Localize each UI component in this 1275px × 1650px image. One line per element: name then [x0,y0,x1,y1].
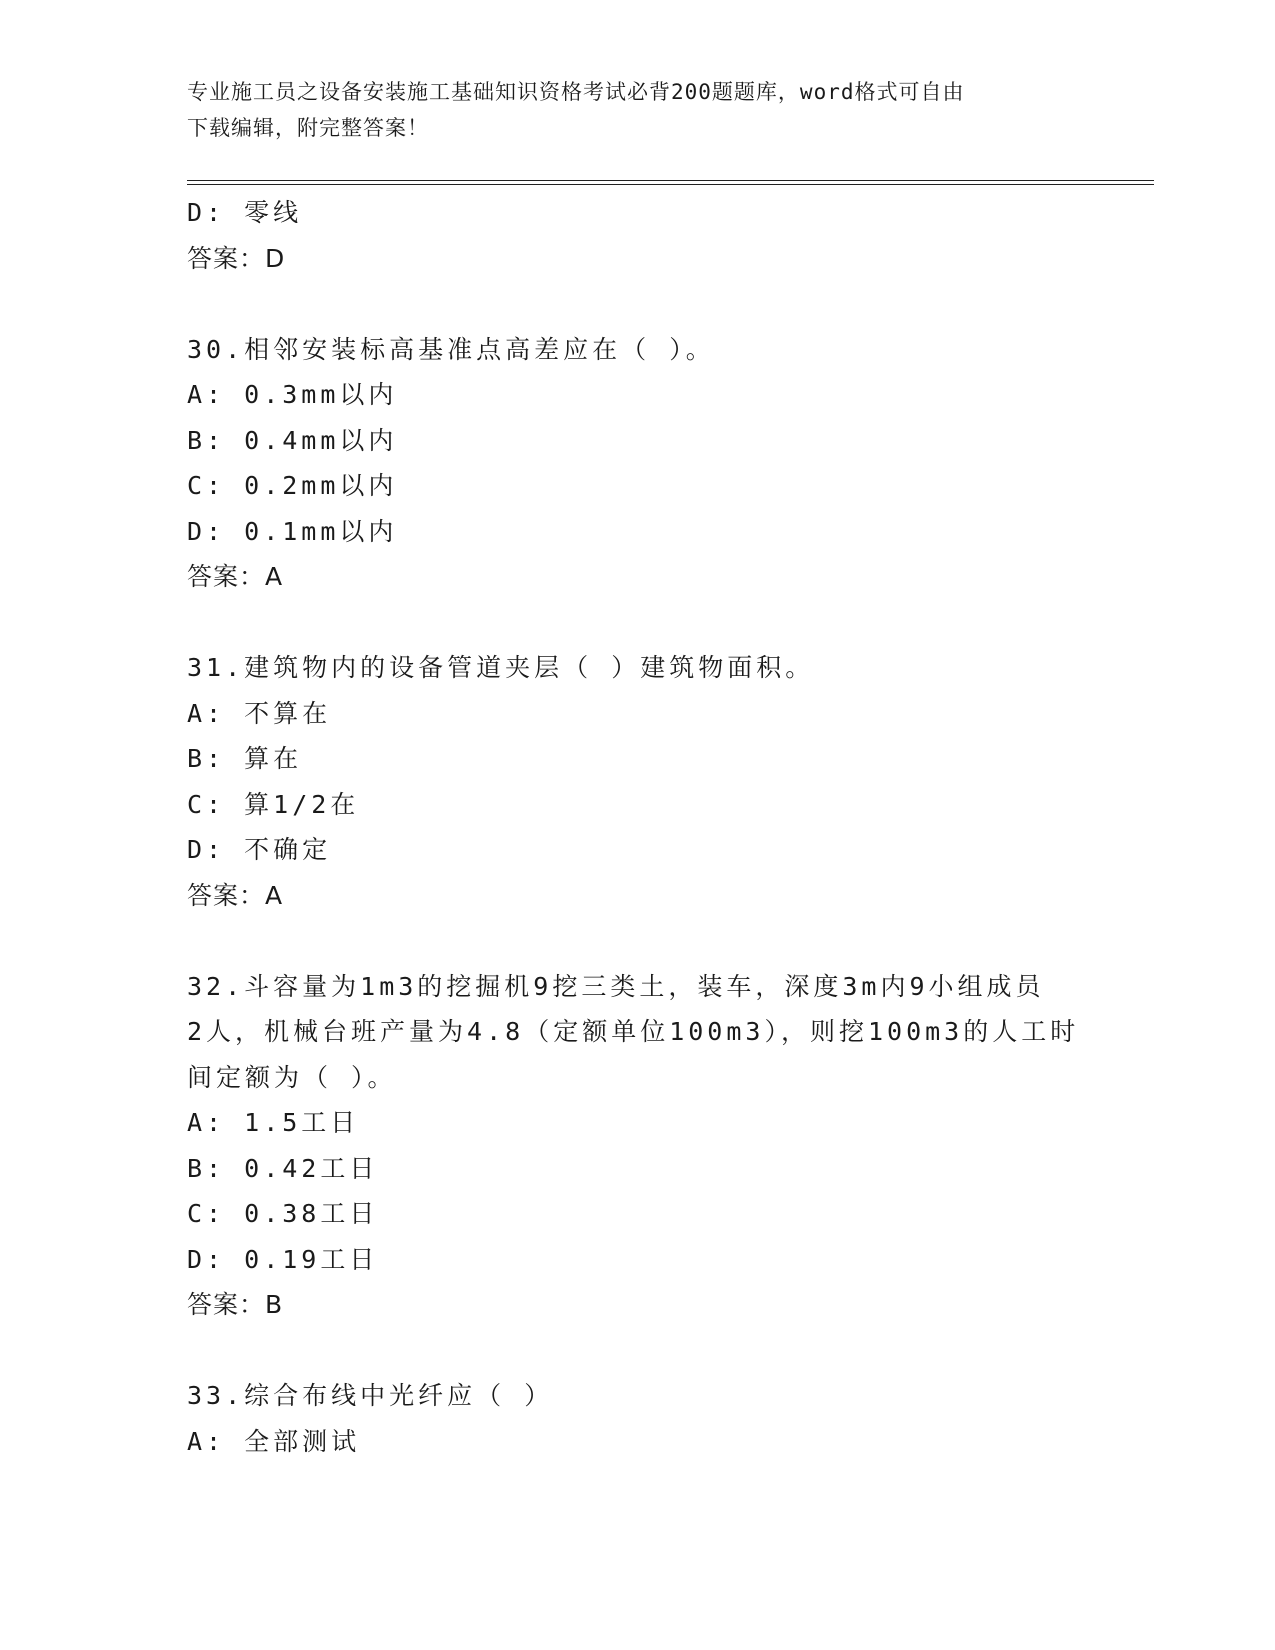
header-divider-top [187,180,1154,181]
option-a: A: 不算在 [187,698,332,728]
option-c: C: 算1/2在 [187,789,360,819]
question-spacer [187,600,1087,646]
header-divider-bottom [187,184,1154,185]
answer-label: 答案：B [187,1290,284,1319]
option-a: A: 0.3mm以内 [187,380,398,409]
question-33 [187,1373,1087,1464]
question-30 [187,327,1087,600]
option-b: B: 算在 [187,744,303,773]
option-d: D: 0.19工日 [187,1244,379,1274]
question-stem-line-3: 间定额为（ ）。 [187,1062,397,1092]
option-d: D: 零线 [187,198,303,227]
question-stem-line-1: 32.斗容量为1m3的挖掘机9挖三类土，装车，深度3m内9小组成员 [187,971,1045,1001]
option-c: C: 0.2mm以内 [187,471,398,500]
option-b: B: 0.42工日 [187,1153,379,1183]
question-list [187,190,1087,1464]
question-stem-line-2: 2人，机械台班产量为4.8（定额单位100m3），则挖100m3的人工时 [187,1017,1080,1046]
question-29 [187,190,1087,281]
question-32 [187,964,1087,1328]
option-c: C: 0.38工日 [187,1199,379,1228]
question-spacer [187,1328,1087,1374]
answer-label: 答案：D [187,243,286,273]
option-b: B: 0.4mm以内 [187,425,398,455]
document-header [187,74,1067,146]
option-d: D: 不确定 [187,835,332,864]
question-stem: 31.建筑物内的设备管道夹层（ ）建筑物面积。 [187,653,815,682]
option-a: A: 1.5工日 [187,1108,360,1137]
question-spacer [187,281,1087,327]
header-title-line-1: 专业施工员之设备安装施工基础知识资格考试必背200题题库，word格式可自由 [187,80,965,104]
question-stem: 33.综合布线中光纤应（ ） [187,1381,554,1410]
header-title-line-2: 下载编辑，附完整答案！ [187,116,429,140]
answer-label: 答案：A [187,562,284,591]
answer-label: 答案：A [187,880,284,910]
question-31 [187,645,1087,918]
option-a: A: 全部测试 [187,1426,361,1456]
option-d: D: 0.1mm以内 [187,516,398,546]
question-stem: 30.相邻安装标高基准点高差应在（ ）。 [187,334,715,364]
question-spacer [187,918,1087,964]
